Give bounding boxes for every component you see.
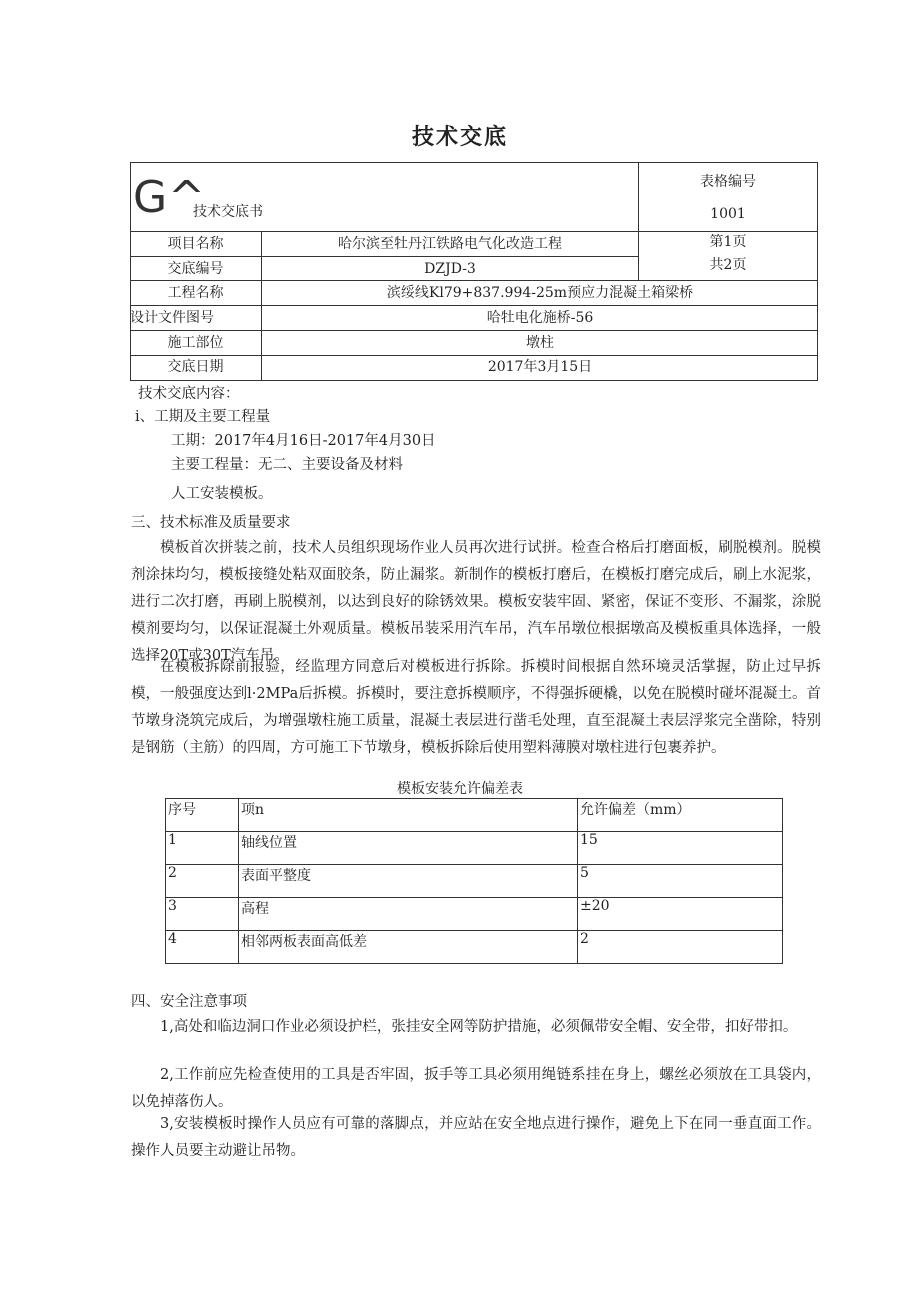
table-cell: 表面平整度 <box>239 865 578 898</box>
safety-item: 3,安装模板时操作人员应有可靠的落脚点，并应站在安全地点进行操作，避免上下在同一垂直面工作。操作人员要主动避让吊物。 <box>131 1116 821 1159</box>
row-label: 施工部位 <box>167 335 224 351</box>
table-header-row <box>166 799 783 832</box>
table-header-cell: 序号 <box>166 799 239 832</box>
row-value: 滨绥线Kl79+837.994-25m预应力混凝土箱梁桥 <box>386 285 694 301</box>
table-cell: 1 <box>166 832 239 865</box>
table-row <box>166 898 783 931</box>
page-title: 技术交底 <box>411 125 508 150</box>
section-1-line: 工期：2017年4月16日-2017年4月30日 <box>171 433 436 449</box>
table-row <box>166 931 783 964</box>
logo-text: 技术交底书 <box>193 204 263 220</box>
form-no: 1001 <box>710 206 746 222</box>
table-cell: 15 <box>578 832 783 865</box>
table-row <box>166 832 783 865</box>
table-cell: ±20 <box>578 898 783 931</box>
form-no-label: 表格编号 <box>700 174 756 190</box>
section-1-line: 人工安装模板。 <box>171 486 273 502</box>
section-3-heading: 三、技术标准及质量要求 <box>131 515 291 531</box>
tolerance-table <box>165 798 783 964</box>
table-cell: 3 <box>166 898 239 931</box>
table-caption: 模板安装允许偏差表 <box>397 781 523 797</box>
table-cell: 高程 <box>239 898 578 931</box>
safety-item: 2,工作前应先检查使用的工具是否牢固，扳手等工具必须用绳链系挂在身上，螺丝必须放在工具袋内，以免掉落伤人。 <box>131 1067 821 1110</box>
row-value: 2017年3月15日 <box>487 359 593 375</box>
logo-mark: G^ <box>133 172 206 223</box>
row-value: 哈牡电化施桥-56 <box>486 310 594 326</box>
row-label: 工程名称 <box>167 285 224 301</box>
page-current: 第1页 <box>709 234 747 250</box>
table-row <box>166 865 783 898</box>
row-label: 交底编号 <box>167 261 224 277</box>
section-1-line: 主要工程量：无二、主要设备及材料 <box>171 457 403 473</box>
safety-item: 1,高处和临边洞口作业必须设护栏，张挂安全网等防护措施，必须佩带安全帽、安全带，扣好带扣。 <box>160 1019 798 1035</box>
table-cell: 2 <box>578 931 783 964</box>
table-cell: 2 <box>166 865 239 898</box>
row-value: 墩柱 <box>526 335 554 351</box>
row-label: 项目名称 <box>167 236 224 252</box>
section-1-heading: i、工期及主要工程量 <box>135 409 271 425</box>
table-cell: 5 <box>578 865 783 898</box>
row-value: DZJD-3 <box>424 261 476 277</box>
section-3-paragraph: 模板首次拼装之前，技术人员组织现场作业人员再次进行试拼。检查合格后打磨面板，刷脱模剂。脱模剂涂抹均匀，模板接缝处粘双面胶条，防止漏浆。新制作的模板打磨后，在模板打磨完成后，刷上水泥浆，进行二次打磨，再刷上脱模剂，以达到良好的除锈效果。模板安装牢固、紧密，保证不变形、不漏浆，涂脱模剂要均匀，以保证混凝土外观质量。模板吊装采用汽车吊，汽车吊墩位根据墩高及模板重具体选择，一般选择20T或30T汽车吊。 <box>131 540 821 664</box>
table-header-cell: 允许偏差（mm） <box>578 799 783 832</box>
page-total: 共2页 <box>709 257 747 273</box>
table-header-cell: 项n <box>239 799 578 832</box>
table-cell: 轴线位置 <box>239 832 578 865</box>
row-label: 交底日期 <box>167 359 224 375</box>
section-3-paragraph: 在模板拆除前报验，经监理方同意后对模板进行拆除。拆模时间根据自然环境灵活掌握，防止过早拆模，一般强度达到l·2MPa后拆模。拆模时，要注意拆模顺序，不得强拆硬橇，以免在脱模时碰坏混凝土。首节墩身浇筑完成后，为增强墩柱施工质量，混凝土表层进行凿毛处理，直至混凝土表层浮浆完全凿除，特别是钢筋（主筋）的四周，方可施工下节墩身，模板拆除后使用塑料薄膜对墩柱进行包裹养护。 <box>131 659 821 756</box>
row-value: 哈尔滨至牡丹江铁路电气化改造工程 <box>338 236 562 252</box>
row-label: 设计文件图号 <box>130 310 214 326</box>
content-label: 技术交底内容： <box>138 386 240 402</box>
section-4-heading: 四、安全注意事项 <box>131 994 247 1010</box>
table-cell: 相邻两板表面高低差 <box>239 931 578 964</box>
table-cell: 4 <box>166 931 239 964</box>
